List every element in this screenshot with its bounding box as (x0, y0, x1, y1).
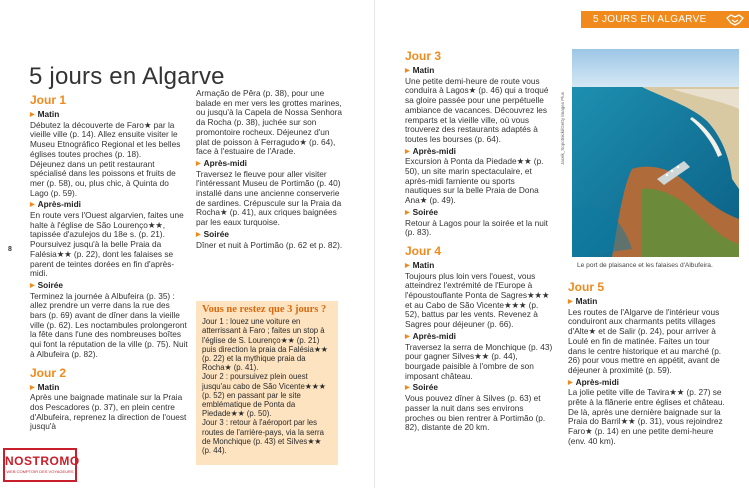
day-2-heading: Jour 2 (30, 365, 67, 380)
day-2-matin-text: Après une baignade matinale sur la Praia dos Pescadores (p. 37), en plein centre d'Albufeira, reprenez la direction de l'ouest jusqu'à (30, 392, 189, 432)
day-1-soiree-heading: ▶ Soirée (30, 281, 188, 292)
left-page (0, 0, 374, 488)
nostromo-logo (3, 448, 80, 482)
day-2-soiree-heading: ▶ Soirée (196, 230, 344, 241)
column-4 (568, 280, 726, 447)
day-1-matin-text: Débutez la découverte de Faro★ par la vieille ville (p. 14). Allez ensuite visiter le Museu Etnográfico Regional et les belles églises toutes proches (p. 18). Déjeunez dans un petit restaurant spécialisé dans les poissons et fruits de mer (p. 58), ou, plus chic, à Quinta do Lago (p. 59). (30, 119, 181, 198)
day-2-matin-heading: ▶ Matin (30, 383, 188, 394)
day-1-am-heading: ▶ Après-midi (30, 200, 188, 211)
box-day-2: Jour 2 : poursuivez plein ouest jusqu'au cabo de São Vicente★★★ (p. 52) en passant par le site emblématique de Ponta da Piedade★★ (p. 50). (202, 372, 326, 419)
day-2-am-heading: ▶ Après-midi (196, 159, 344, 170)
day-3-soiree-text: Retour à Lagos pour la soirée et la nuit (p. 83). (405, 217, 551, 238)
day-3-matin-text: Une petite demi-heure de route vous conduira à Lagos★ (p. 46) qui a troqué sa gloire passée pour une perpétuelle ambiance de vacances. Découvrez les remparts et la vieille ville, où vous trouverez des restaurants adaptés à toutes les bourses (p. 64). (405, 75, 551, 144)
day-3-soiree-heading: ▶ Soirée (405, 208, 553, 219)
day-2-soiree-text: Dîner et nuit à Portimão (p. 62 et p. 82). (196, 239, 343, 250)
right-page (375, 0, 749, 488)
column-3 (405, 49, 553, 433)
day-3-heading: Jour 3 (405, 49, 442, 63)
page-title: 5 jours en Algarve (29, 63, 225, 91)
day-5-matin-heading: ▶ Matin (568, 297, 726, 308)
three-days-box-title: Vous ne restez que 3 jours ? (202, 304, 327, 315)
day-2-matin-continued: Armação de Pêra (p. 38), pour une balade en mer vers les grottes marines, ou jusqu'à la Capela de Nossa Senhora da Rocha (p. 38), juchée sur son promontoire rocheux. Déjeunez d'un plat de poisson à Ferragudo★ (p. 64), face à l'estuaire de l'Arade. (196, 88, 345, 157)
albufeira-photo-image (572, 49, 739, 257)
day-1-heading: Jour 1 (30, 93, 67, 107)
photo-credit: Jacek_Sopotnicki/Getty Images Plus (560, 91, 565, 165)
page-number-left: 8 (8, 246, 12, 253)
box-day-1: Jour 1 : louez une voiture en atterrissant à Faro ; faites un stop à l'église de S. Lourenço★★ (p. 21) puis direction la praia da Falésia★★ (p. 22) et la mythique praia da Rocha★ (p. 41). (202, 317, 328, 373)
three-days-box (196, 301, 338, 465)
day-1-matin-heading: ▶ Matin (30, 110, 188, 121)
day-1-soiree-text: Terminez la journée à Albufeira (p. 35) : allez prendre un verre dans la rue des bars (p. 69) avant de dîner dans la vieille ville (p. 62). Les noctambules prolongeront la fête dans l'une des nombreuses boîtes qui font la réputation de la ville (p. 75). Nuit à Albufeira (p. 82). (30, 290, 191, 359)
day-5-matin-text: Les routes de l'Algarve de l'intérieur vous conduiront aux charmants petits villages d'Alte★ et de Salir (p. 24), pour arriver à Loulé en fin de matinée. Faites un tour dans le centre historique et au marché (p. 26) pour vous mettre en appétit, avant de déjeuner à proximité (p. 59). (568, 306, 724, 375)
chapter-banner (581, 11, 749, 28)
day-3-am-heading: ▶ Après-midi (405, 147, 553, 158)
photo-caption: Le port de plaisance et les falaises d'Albufeira. (577, 262, 713, 269)
day-4-am-heading: ▶ Après-midi (405, 332, 553, 343)
day-3-am-text: Excursion à Ponta da Piedade★★ (p. 50), un site marin spectaculaire, et après-midi farniente ou sports nautiques sur la belle Praia de Dona Ana★ (p. 49). (405, 156, 546, 206)
day-4-heading: Jour 4 (405, 243, 442, 258)
column-1 (30, 93, 191, 432)
day-4-soiree-heading: ▶ Soirée (405, 383, 553, 394)
chapter-banner-title: 5 JOURS EN ALGARVE (593, 14, 707, 25)
day-4-soiree-text: Vous pouvez dîner à Silves (p. 63) et passer la nuit dans ses environs proches ou bien rentrer à Portimão (p. 82), distante de 20 km. (405, 393, 548, 433)
day-5-am-text: La jolie petite ville de Tavira★★ (p. 27) se prête à la flânerie entre églises et château. De là, après une dernière baignade sur la Praia do Barril★★ (p. 31), vous rejoindrez Faro★ (p. 14) en une petite demi-heure (env. 40 km). (568, 387, 728, 446)
day-4-matin-heading: ▶ Matin (405, 261, 553, 272)
albufeira-photo (572, 49, 739, 257)
day-3-matin-heading: ▶ Matin (405, 66, 553, 77)
handshake-icon (726, 12, 744, 27)
day-5-heading: Jour 5 (568, 280, 605, 294)
day-4-matin-text: Toujours plus loin vers l'ouest, vous atteindrez l'extrémité de l'Europe à l'époustouflante Ponta de Sagres★★★ et au Cabo de São Vicente★★★ (p. 52), battus par les vents. Revenez à Sagres pour déjeuner (p. 66). (405, 270, 552, 330)
day-5-am-heading: ▶ Après-midi (568, 378, 726, 389)
box-day-3: Jour 3 : retour à l'aéroport par les routes de l'arrière-pays, via la serra de Monchique (p. 43) et Silves★★ (p. 44). (202, 418, 324, 456)
day-2-am-text: Traversez le fleuve pour aller visiter l'intéressant Museu de Portimão (p. 40) installé dans une ancienne conserverie de sardines. Crépuscule sur la Praia da Rocha★ (p. 41), aux criques baignées par les eaux turquoise. (196, 168, 344, 228)
logo-name: NOSTROMO (5, 454, 80, 468)
logo-tagline: WEB COMPTOIR DES VOYAGEURS (6, 469, 74, 474)
day-4-am-text: Traversez la serra de Monchique (p. 43) pour gagner Silves★★ (p. 44), bourgade paisible à l'ombre de son imposant château. (405, 341, 555, 381)
column-2 (196, 89, 344, 250)
day-1-am-text: En route vers l'Ouest algarvien, faites une halte à l'église de São Lourenço★★, tapissée d'azulejos du 18e s. (p. 21). Poursuivez jusqu'à la belle Praia da Falésia★★ (p. 22), dont les falaises se parent de teintes dorées en fin d'après-midi. (30, 210, 187, 279)
